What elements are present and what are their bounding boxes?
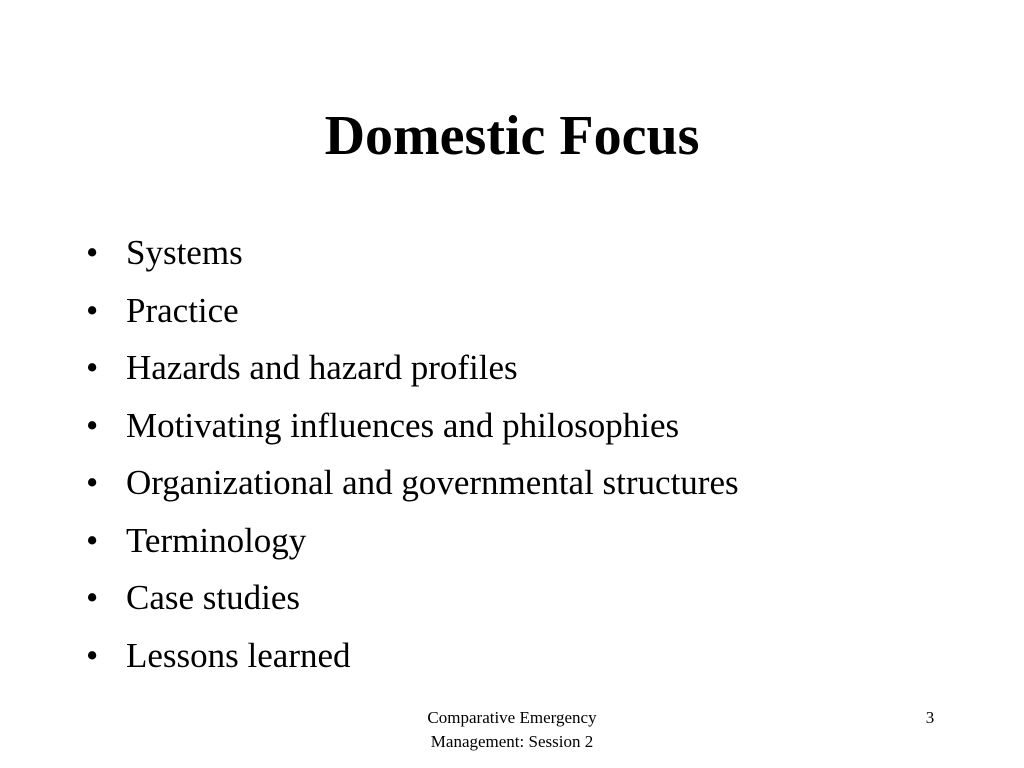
- list-item: [86, 627, 739, 685]
- bullet-icon: •: [86, 520, 99, 560]
- slide-footer: [372, 706, 652, 754]
- footer-line-2: Management: Session 2: [430, 732, 594, 751]
- bullet-icon: •: [86, 348, 99, 387]
- list-item: [86, 454, 739, 512]
- bullet-text: Case studies: [126, 578, 301, 617]
- bullet-icon: •: [86, 578, 99, 617]
- list-item: [86, 397, 739, 455]
- slide-title: Domestic Focus: [324, 105, 700, 167]
- page-number: 3: [925, 708, 935, 727]
- bullet-text: Organizational and governmental structures: [126, 463, 739, 502]
- bullet-icon: •: [86, 233, 99, 272]
- bullet-text: Lessons learned: [126, 635, 351, 675]
- bullet-text: Terminology: [126, 520, 307, 560]
- bullet-text: Hazards and hazard profiles: [126, 348, 518, 387]
- bullet-icon: •: [86, 405, 99, 445]
- footer-line-1: Comparative Emergency: [427, 708, 597, 727]
- bullet-text: Practice: [126, 290, 239, 330]
- bullet-list: [86, 224, 739, 684]
- bullet-text: Motivating influences and philosophies: [126, 405, 680, 445]
- list-item: [86, 512, 739, 570]
- bullet-icon: •: [86, 463, 99, 502]
- list-item: [86, 282, 739, 340]
- list-item: [86, 224, 739, 282]
- bullet-text: Systems: [126, 233, 243, 272]
- list-item: [86, 339, 739, 397]
- bullet-icon: •: [86, 635, 99, 675]
- bullet-icon: •: [86, 290, 99, 330]
- list-item: [86, 569, 739, 627]
